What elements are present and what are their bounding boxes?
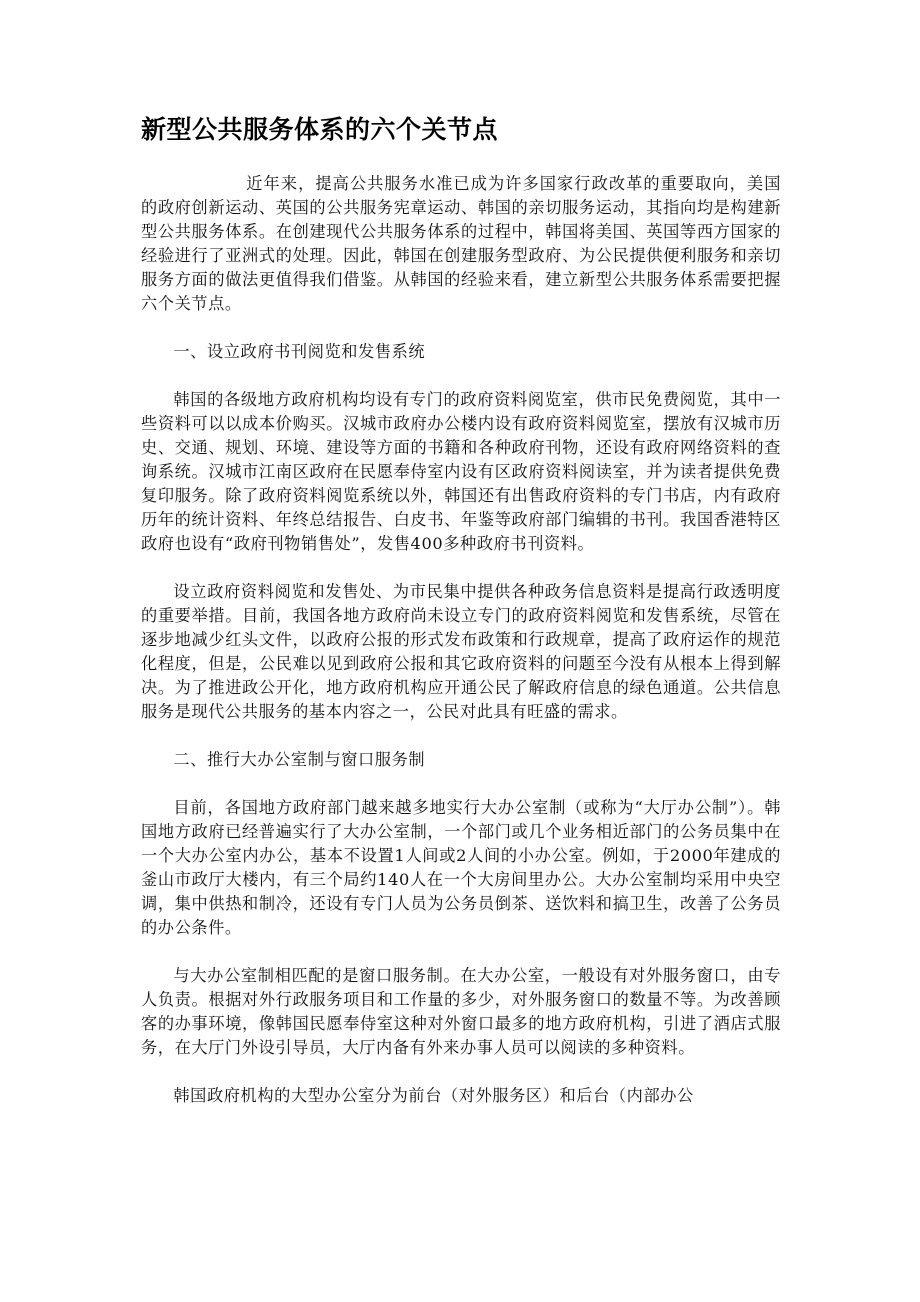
document-title: 新型公共服务体系的六个关节点: [141, 115, 499, 144]
intro-paragraph: 近年来，提高公共服务水准已成为许多国家行政改革的重要取向，美国的政府创新运动、英国的公共服务宪章运动、韩国的亲切服务运动，其指向均是构建新型公共服务体系。在创建现代公共服务体系的过程中，韩国将美国、英国等西方国家的经验进行了亚洲式的处理。因此，韩国在创建服务型政府、为公民提供便利服务和亲切服务方面的做法更值得我们借鉴。从韩国的经验来看，建立新型公共服务体系需要把握六个关节点。: [141, 174, 781, 313]
section1-paragraph-2: 设立政府资料阅览和发售处、为市民集中提供各种政务信息资料是提高行政透明度的重要举措。目前，我国各地方政府尚未设立专门的政府资料阅览和发售系统，尽管在逐步地减少红头文件，以政府公报的形式发布政策和行政规章，提高了政府运作的规范化程度，但是，公民难以见到政府公报和其它政府资料的问题至今没有从根本上得到解决。为了推进政公开化，地方政府机构应开通公民了解政府信息的绿色通道。公共信息服务是现代公共服务的基本内容之一，公民对此具有旺盛的需求。: [141, 582, 781, 721]
section-heading-2: 二、推行大办公室制与窗口服务制: [173, 750, 426, 769]
section2-paragraph-2: 与大办公室制相匹配的是窗口服务制。在大办公室，一般设有对外服务窗口，由专人负责。根据对外行政服务项目和工作量的多少，对外服务窗口的数量不等。为改善顾客的办事环境，像韩国民愿奉侍室这种对外窗口最多的地方政府机构，引进了酒店式服务，在大厅门外设引导员，大厅内备有外来办事人员可以阅读的多种资料。: [141, 966, 781, 1057]
section1-paragraph-1: 韩国的各级地方政府机构均设有专门的政府资料阅览室，供市民免费阅览，其中一些资料可以以成本价购买。汉城市政府办公楼内设有政府资料阅览室，摆放有汉城市历史、交通、规划、环境、建设等方面的书籍和各种政府刊物，还设有政府网络资料的查询系统。汉城市江南区政府在民愿奉侍室内设有区政府资料阅读室，并为读者提供免费复印服务。除了政府资料阅览系统以外，韩国还有出售政府资料的专门书店，内有政府历年的统计资料、年终总结报告、白皮书、年鉴等政府部门编辑的书刊。我国香港特区政府也设有“政府刊物销售处”，发售400多种政府书刊资料。: [141, 390, 781, 553]
document-page: [141, 112, 781, 1132]
section2-paragraph-3: 韩国政府机构的大型办公室分为前台（对外服务区）和后台（内部办公: [173, 1086, 694, 1105]
section-heading-1: 一、设立政府书刊阅览和发售系统: [173, 342, 426, 361]
section2-paragraph-1: 目前，各国地方政府部门越来越多地实行大办公室制（或称为“大厅办公制”）。韩国地方政府已经普遍实行了大办公室制，一个部门或几个业务相近部门的公务员集中在一个大办公室内办公，基本不设置1人间或2人间的小办公室。例如，于2000年建成的釜山市政厅大楼内，有三个局约140人在一个大房间里办公。大办公室制均采用中央空调，集中供热和制冷，还设有专门人员为公务员倒茶、送饮料和搞卫生，改善了公务员的办公条件。: [141, 798, 781, 937]
